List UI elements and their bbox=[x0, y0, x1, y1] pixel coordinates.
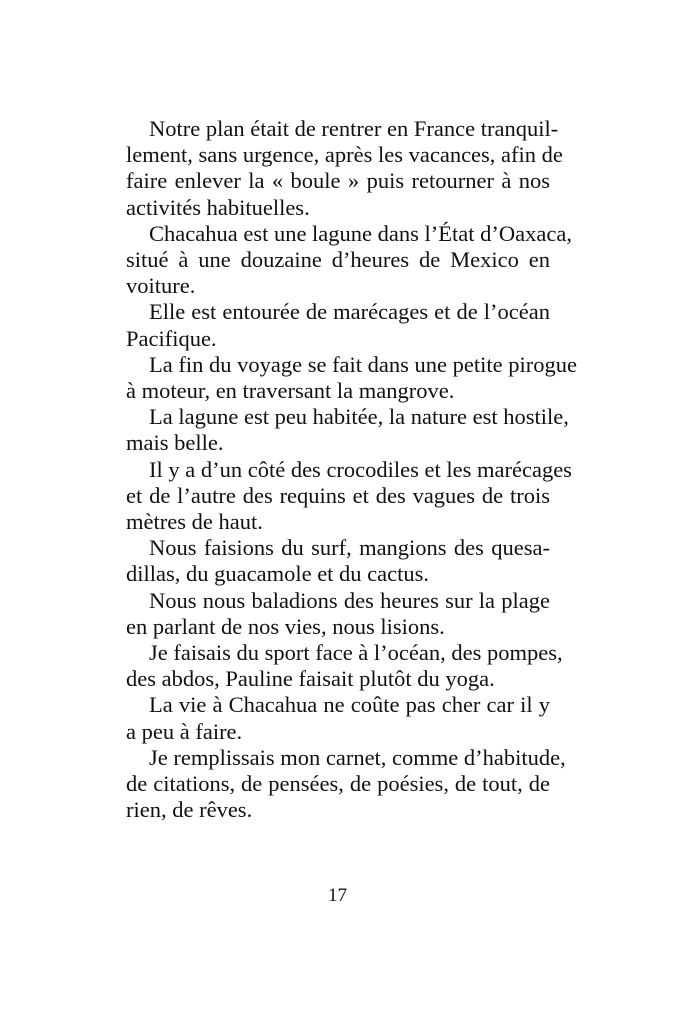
text-line: activités habituelles. bbox=[126, 194, 310, 220]
text-line: Je faisais du sport face à l’océan, des pompes, bbox=[149, 640, 563, 666]
page-number: 17 bbox=[328, 885, 347, 906]
paragraph bbox=[126, 744, 566, 824]
paragraph bbox=[126, 640, 563, 692]
text-line: La vie à Chacahua ne coûte pas cher car il y bbox=[149, 692, 550, 718]
text-line: Je remplissais mon carnet, comme d’habitude, bbox=[149, 744, 566, 770]
text-line: mètres de haut. bbox=[126, 509, 263, 535]
text-line: La fin du voyage se fait dans une petite pirogue bbox=[149, 351, 577, 377]
text-line: Chacahua est une lagune dans l’État d’Oaxaca, bbox=[149, 220, 572, 246]
text-line: La lagune est peu habitée, la nature est hostile, bbox=[149, 404, 569, 430]
text-line: faire enlever la « boule » puis retourner à nos bbox=[126, 168, 550, 194]
text-line: Il y a d’un côté des crocodiles et les marécages bbox=[149, 456, 572, 482]
text-line: lement, sans urgence, après les vacances, afin de bbox=[126, 142, 563, 168]
body-text bbox=[126, 116, 577, 823]
text-line: Pacifique. bbox=[126, 325, 217, 351]
paragraph bbox=[126, 220, 572, 300]
text-line: en parlant de nos vies, nous lisions. bbox=[126, 613, 445, 639]
paragraph bbox=[126, 351, 577, 404]
text-line: situé à une douzaine d’heures de Mexico en bbox=[126, 247, 550, 273]
paragraph bbox=[126, 116, 563, 221]
text-line: et de l’autre des requins et des vagues de trois bbox=[126, 482, 550, 508]
paragraph bbox=[126, 692, 550, 744]
text-line: Nous nous baladions des heures sur la plage bbox=[149, 587, 550, 613]
text-line: dillas, du guacamole et du cactus. bbox=[126, 561, 430, 587]
paragraph bbox=[126, 588, 550, 640]
paragraph bbox=[126, 456, 572, 536]
text-line: des abdos, Pauline faisait plutôt du yoga. bbox=[126, 666, 495, 692]
text-line: Nous faisions du surf, mangions des quesa- bbox=[149, 535, 550, 561]
text-line: voiture. bbox=[126, 273, 196, 299]
paragraph bbox=[126, 404, 569, 456]
text-line: Notre plan était de rentrer en France tranquil- bbox=[149, 116, 559, 141]
text-line: Elle est entourée de marécages et de l’océan bbox=[149, 299, 550, 325]
text-line: de citations, de pensées, de poésies, de tout, de bbox=[126, 771, 550, 797]
text-line: mais belle. bbox=[126, 430, 224, 456]
paragraph bbox=[126, 535, 550, 587]
text-line: rien, de rêves. bbox=[126, 797, 253, 823]
paragraph bbox=[126, 299, 550, 351]
text-line: a peu à faire. bbox=[126, 718, 243, 744]
text-line: à moteur, en traversant la mangrove. bbox=[126, 378, 455, 404]
